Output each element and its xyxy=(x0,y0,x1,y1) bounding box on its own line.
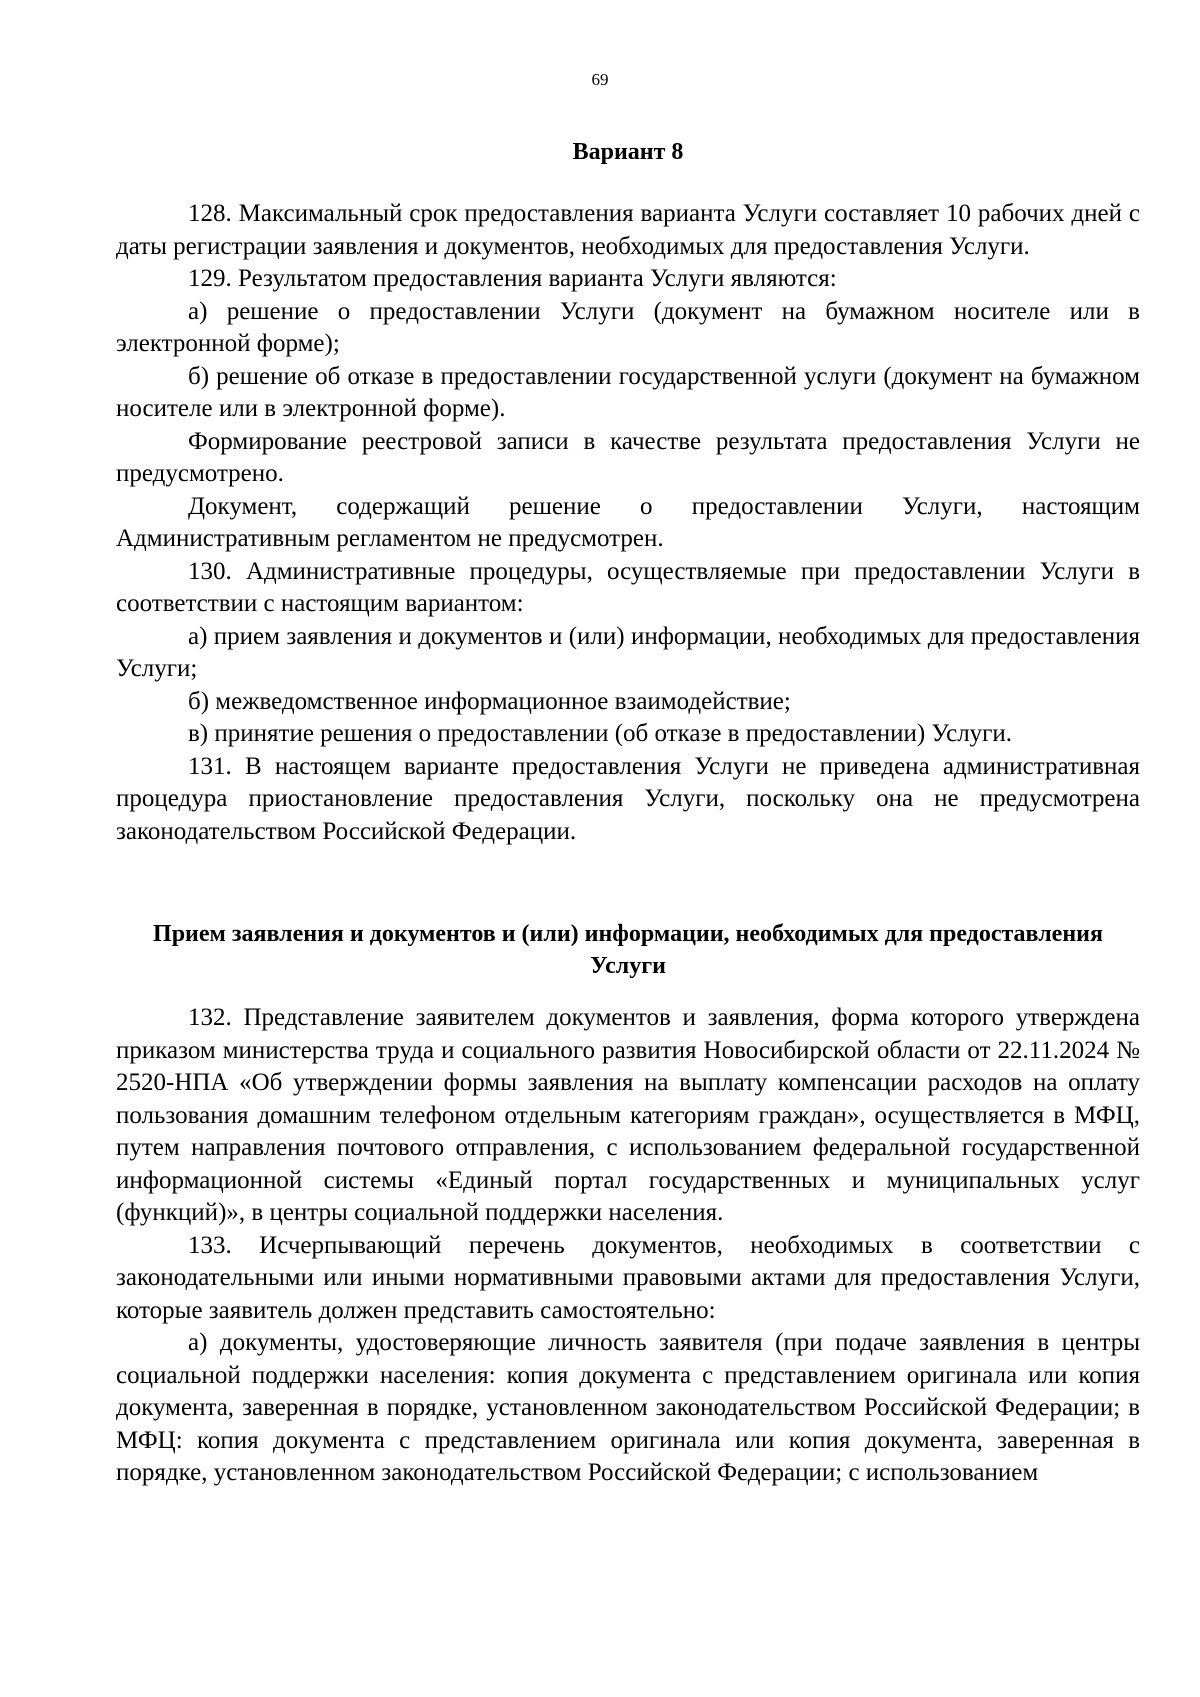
paragraph-decision-document: Документ, содержащий решение о предоставлении Услуги, настоящим Административным регламентом не предусмотрен. xyxy=(116,492,1140,552)
paragraph-133: 133. Исчерпывающий перечень документов, необходимых в соответствии с законодательными или иными нормативными правовыми актами для предоставления Услуги, которые заявитель должен представить самостоятельно: xyxy=(116,1231,1140,1324)
body-block-variant xyxy=(116,198,1140,848)
paragraph-132: 132. Представление заявителем документов и заявления, форма которого утверждена приказом министерства труда и социального развития Новосибирской области от 22.11.2024 № 2520-НПА «Об утверждении формы заявления на выплату компенсации расходов на оплату пользования домашним телефоном отдельным категориям граждан», осуществляется в МФЦ, путем направления почтового отправления, с использованием федеральной государственной информационной системы «Единый портал государственных и муниципальных услуг (функций)», в центры социальной поддержки населения. xyxy=(116,1004,1140,1226)
paragraph-129-b: б) решение об отказе в предоставлении государственной услуги (документ на бумажном носителе или в электронной форме). xyxy=(116,362,1140,422)
paragraph-133-a: а) документы, удостоверяющие личность заявителя (при подаче заявления в центры социальной поддержки населения: копия документа с представлением оригинала или копия документа, заверенная в порядке, установленном законодательством Российской Федерации; в МФЦ: копия документа с представлением оригинала или копия документа, заверенная в порядке, установленном законодательством Российской Федерации; с использованием xyxy=(116,1329,1140,1486)
paragraph-130-a: а) прием заявления и документов и (или) информации, необходимых для предоставления Услуги; xyxy=(116,622,1140,682)
body-block-reception xyxy=(116,1002,1140,1490)
paragraph-130: 130. Административные процедуры, осуществляемые при предоставлении Услуги в соответствии с настоящим вариантом: xyxy=(116,557,1140,617)
paragraph-130-v: в) принятие решения о предоставлении (об отказе в предоставлении) Услуги. xyxy=(188,720,1013,747)
paragraph-130-b: б) межведомственное информационное взаимодействие; xyxy=(188,687,791,715)
variant-heading: Вариант 8 xyxy=(572,139,684,165)
paragraph-129-a: а) решение о предоставлении Услуги (документ на бумажном носителе или в электронной форме); xyxy=(116,297,1140,357)
paragraph-131: 131. В настоящем варианте предоставления Услуги не приведена административная процедура приостановление предоставления Услуги, поскольку она не предусмотрена законодательством Российской Федерации. xyxy=(116,752,1140,845)
section-heading: Прием заявления и документов и (или) информации, необходимых для предоставления Услуги xyxy=(153,921,1103,979)
page-number: 69 xyxy=(591,70,609,89)
paragraph-registry-record: Формирование реестровой записи в качестве результата предоставления Услуги не предусмотрено. xyxy=(116,427,1140,487)
paragraph-129: 129. Результатом предоставления варианта Услуги являются: xyxy=(188,265,837,292)
paragraph-128: 128. Максимальный срок предоставления варианта Услуги составляет 10 рабочих дней с даты регистрации заявления и документов, необходимых для предоставления Услуги. xyxy=(116,200,1140,260)
